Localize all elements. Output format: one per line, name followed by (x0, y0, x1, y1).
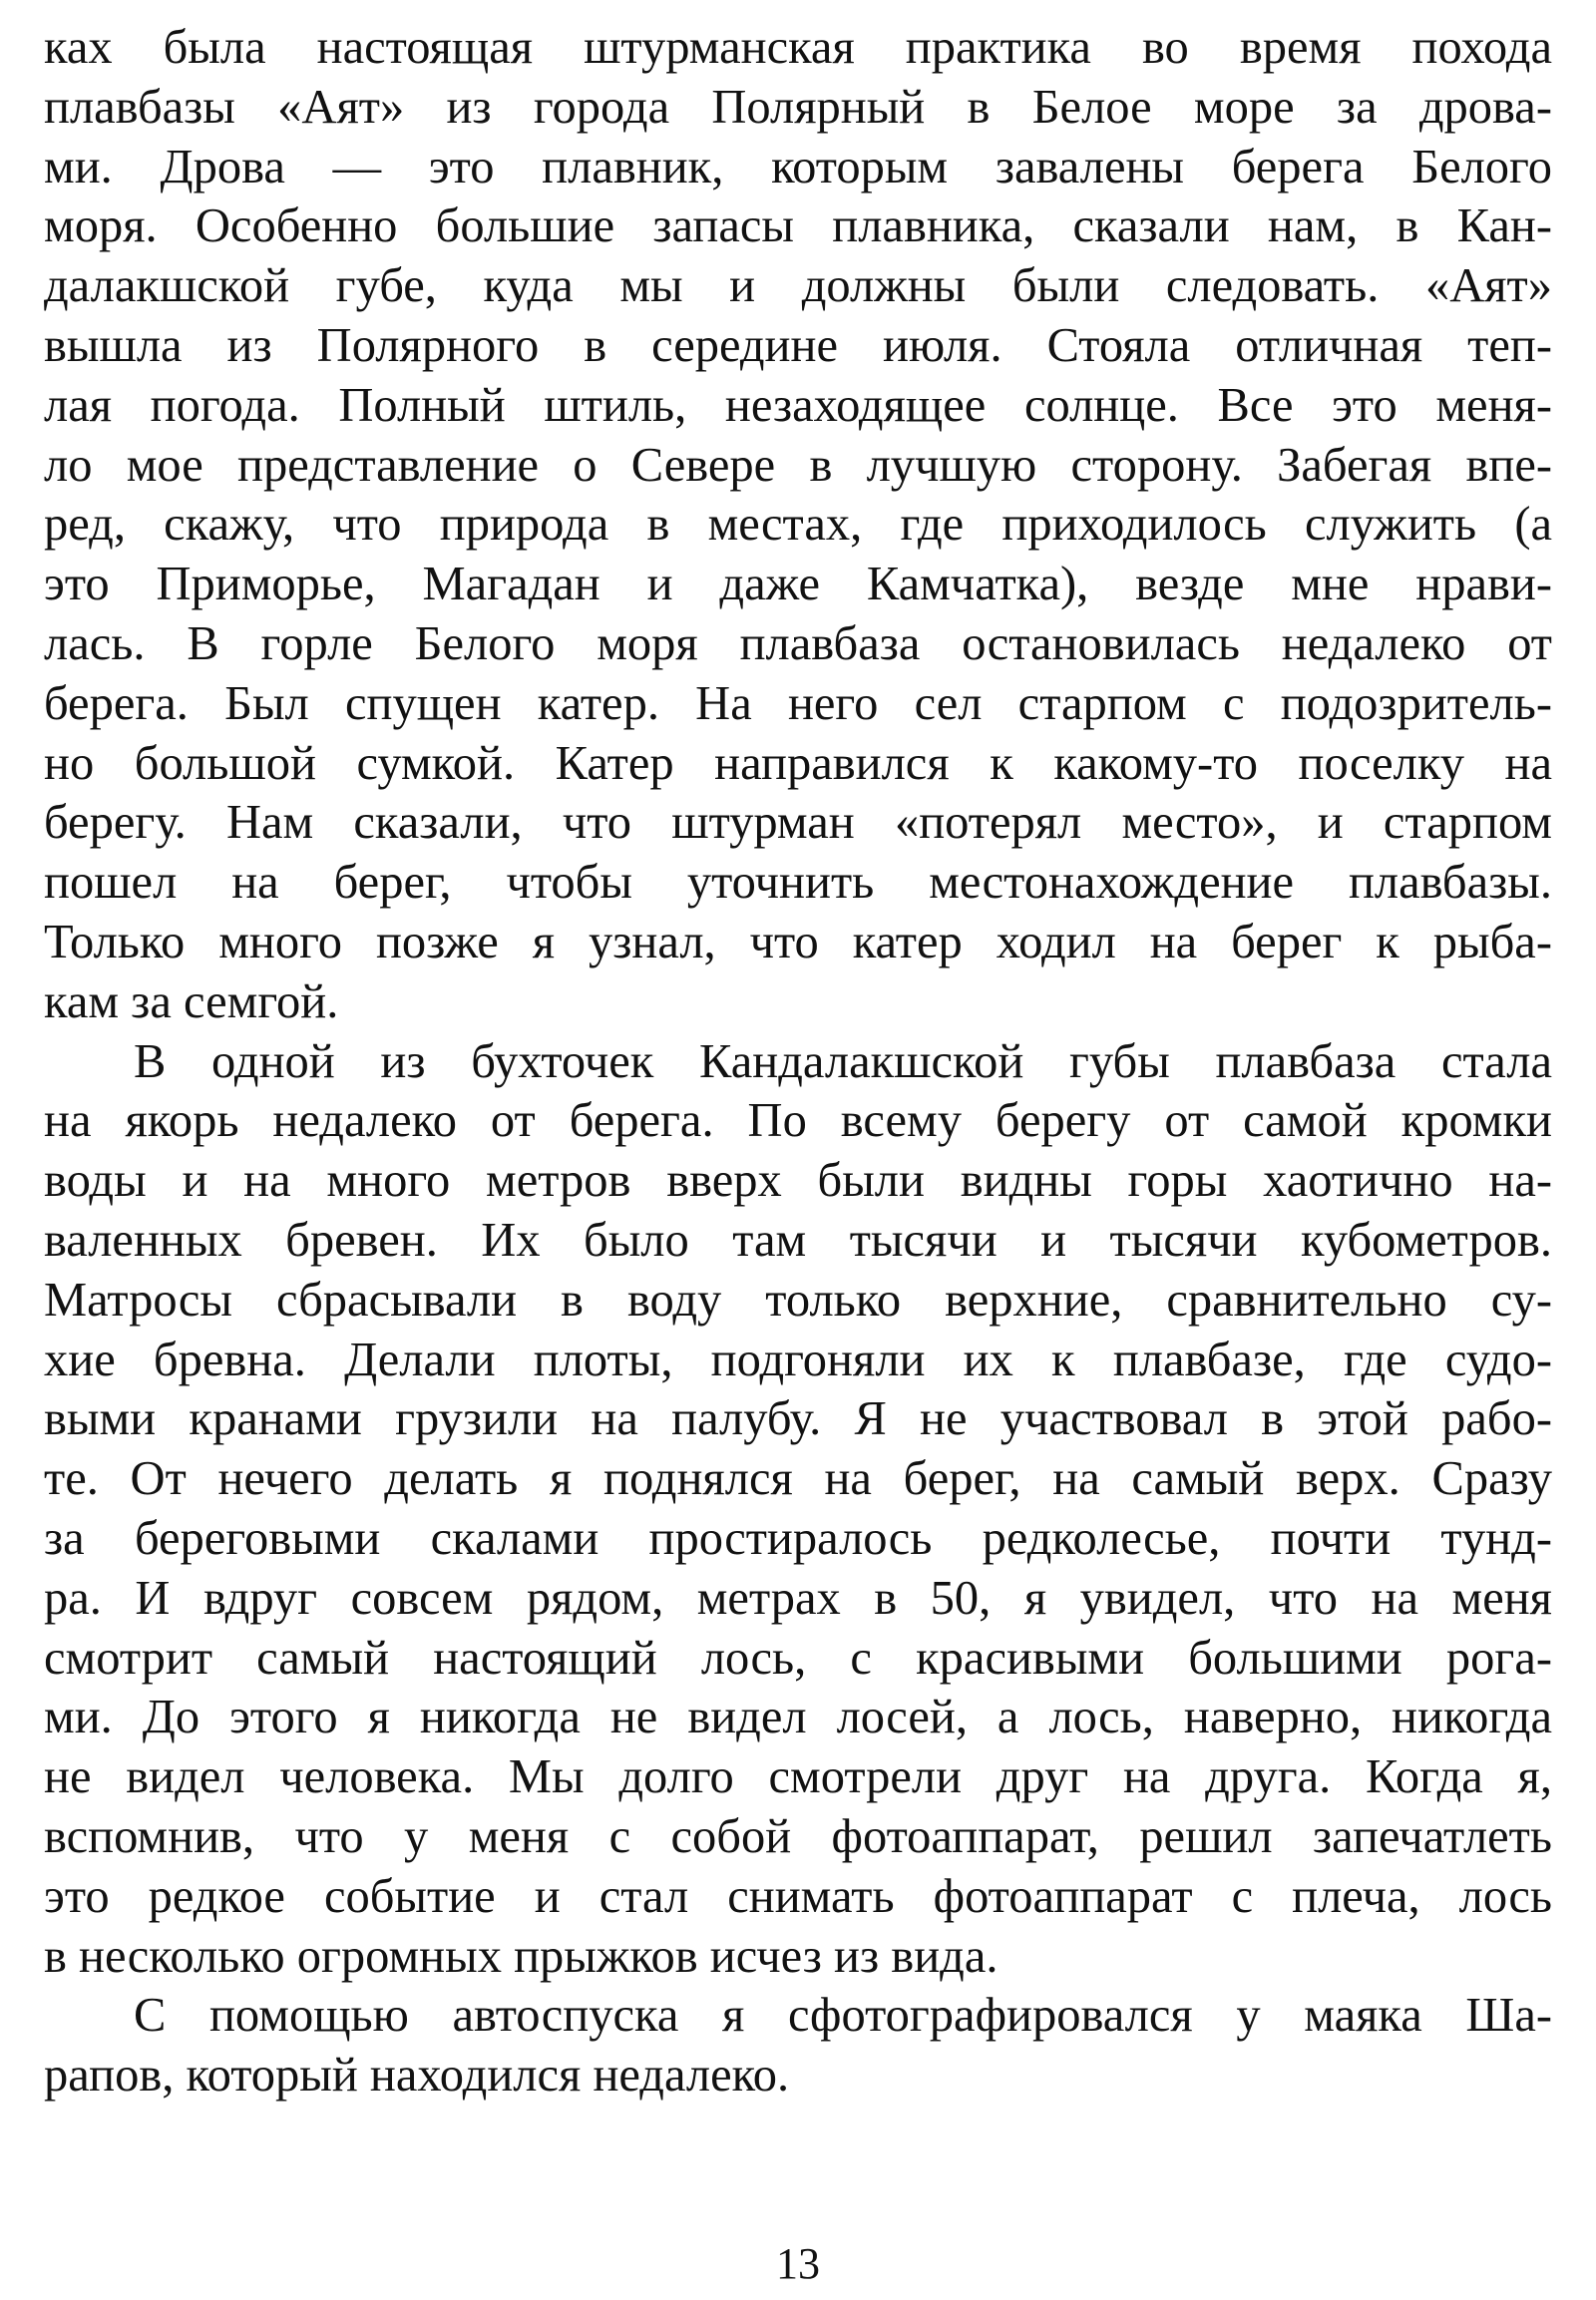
text-line: не видел человека. Мы долго смотрели друг на друга. Когда я, (44, 1750, 1552, 1804)
text-line: ред, скажу, что природа в местах, где приходилось служить (а (44, 498, 1552, 552)
paragraph-3 (44, 1986, 1552, 2106)
text-line: В одной из бухточек Кандалакшской губы плавбаза стала (134, 1034, 1552, 1088)
text-line: на якорь недалеко от берега. По всему берегу от самой кромки (44, 1094, 1552, 1148)
text-line: лая погода. Полный штиль, незаходящее солнце. Все это меня- (44, 378, 1552, 432)
text-line: далакшской губе, куда мы и должны были следовать. «Аят» (44, 259, 1552, 313)
page-number: 13 (776, 2239, 820, 2288)
text-line: С помощью автоспуска я сфотографировался у маяка Ша- (134, 1989, 1552, 2043)
text-line: ми. Дрова — это плавник, которым завалены берега Белого (44, 140, 1552, 193)
text-line: смотрит самый настоящий лось, с красивыми большими рога- (44, 1631, 1552, 1685)
text-line: в несколько огромных прыжков исчез из вида. (44, 1929, 998, 1983)
text-line: ра. И вдруг совсем рядом, метрах в 50, я увидел, что на меня (44, 1571, 1552, 1625)
text-line: выми кранами грузили на палубу. Я не участвовал в этой рабо- (44, 1392, 1552, 1446)
text-line: но большой сумкой. Катер направился к какому-то поселку на (44, 736, 1552, 790)
text-line: вспомнив, что у меня с собой фотоаппарат, решил запечатлеть (44, 1809, 1552, 1863)
book-page (44, 18, 1552, 2106)
text-line: кам за семгой. (44, 974, 339, 1028)
text-line: плавбазы «Аят» из города Полярный в Белое море за дрова- (44, 80, 1552, 134)
text-line: хие бревна. Делали плоты, подгоняли их к плавбазе, где судо- (44, 1333, 1552, 1386)
text-line: ми. До этого я никогда не видел лосей, а лось, наверно, никогда (44, 1691, 1552, 1744)
text-line: ло мое представление о Севере в лучшую сторону. Забегая впе- (44, 438, 1552, 492)
text-line: берега. Был спущен катер. На него сел старпом с подозритель- (44, 676, 1552, 730)
text-line: это Приморье, Магадан и даже Камчатка), везде мне нрави- (44, 558, 1552, 611)
text-line: ках была настоящая штурманская практика во время похода (44, 21, 1552, 74)
text-line: вышла из Полярного в середине июля. Стояла отличная теп- (44, 318, 1552, 372)
text-line: это редкое событие и стал снимать фотоаппарат с плеча, лось (44, 1869, 1552, 1923)
text-line: моря. Особенно большие запасы плавника, сказали нам, в Кан- (44, 199, 1552, 253)
text-line: рапов, который находился недалеко. (44, 2049, 790, 2103)
text-line: берегу. Нам сказали, что штурман «потерял место», и старпом (44, 796, 1552, 850)
text-line: за береговыми скалами простиралось редколесье, почти тунд- (44, 1511, 1552, 1565)
text-line: Только много позже я узнал, что катер ходил на берег к рыба- (44, 915, 1552, 968)
text-line: Матросы сбрасывали в воду только верхние, сравнительно су- (44, 1273, 1552, 1327)
text-line: лась. В горле Белого моря плавбаза остановилась недалеко от (44, 616, 1552, 670)
text-line: пошел на берег, чтобы уточнить местонахождение плавбазы. (44, 856, 1552, 910)
paragraph-2 (44, 1032, 1552, 1987)
paragraph-1 (44, 18, 1552, 1032)
text-line: те. От нечего делать я поднялся на берег, на самый верх. Сразу (44, 1452, 1552, 1506)
text-line: валенных бревен. Их было там тысячи и тысячи кубометров. (44, 1213, 1552, 1267)
text-line: воды и на много метров вверх были видны горы хаотично на- (44, 1154, 1552, 1208)
